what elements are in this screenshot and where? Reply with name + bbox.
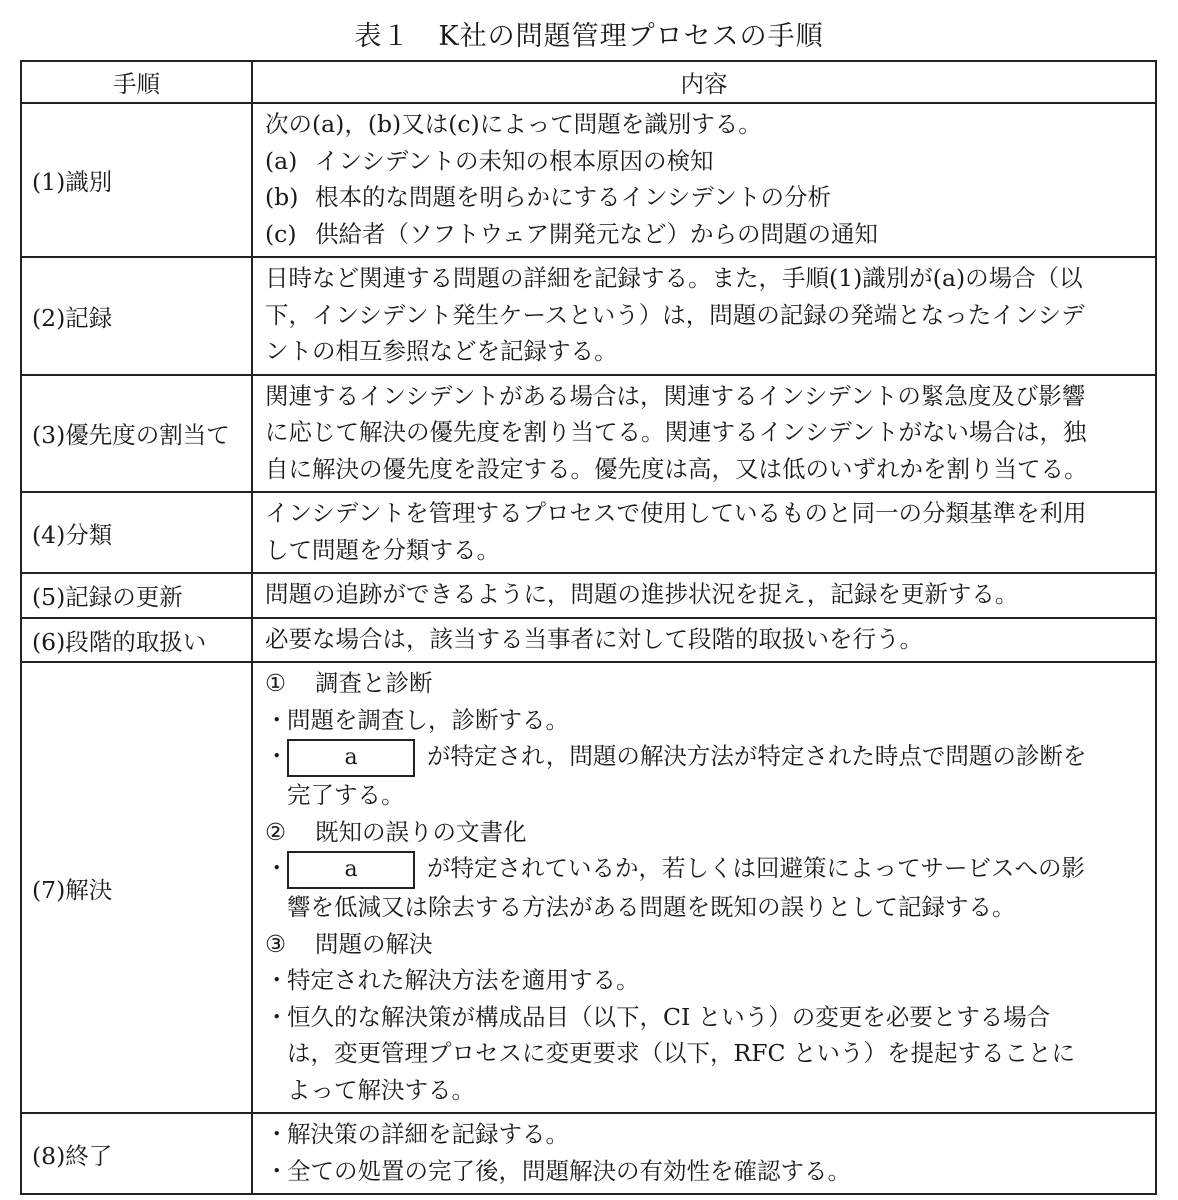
bullet-mark: ・ [265, 742, 289, 770]
section-number: ② [265, 817, 287, 846]
bullet-mark: ・ [265, 1156, 289, 1185]
content-line: 必要な場合は，該当する当事者に対して段階的取扱いを行う。 [265, 624, 923, 653]
answer-blank-box: a [287, 739, 415, 777]
section-heading [265, 665, 1147, 702]
item-marker: (c) [265, 219, 297, 248]
section-heading [265, 814, 1147, 851]
bullet-continuation: 完了する。 [287, 781, 405, 809]
item-text: 根本的な問題を明らかにするインシデントの分析 [315, 183, 831, 211]
bullet-continuation: よって解決する。 [287, 1075, 475, 1104]
table-row [21, 618, 1156, 663]
content-cell [252, 662, 1156, 1113]
list-item [265, 179, 1147, 216]
table-row [21, 573, 1156, 618]
table-row [21, 257, 1156, 375]
bullet-item [265, 999, 1147, 1036]
step-cell: (4)分類 [21, 492, 252, 573]
item-text: 供給者（ソフトウェア開発元など）からの問題の通知 [315, 219, 879, 248]
content-line: 日時など関連する問題の詳細を記録する。また，手順(1)識別が(a)の場合（以 [265, 264, 1083, 292]
table-caption: 表１ K社の問題管理プロセスの手順 [354, 21, 824, 52]
bullet-item [265, 1116, 1147, 1153]
item-marker: (b) [265, 183, 299, 211]
answer-blank-box: a [287, 851, 415, 889]
bullet-text: が特定されているか，若しくは回避策によってサービスへの影 [427, 854, 1085, 882]
procedure-table [20, 60, 1157, 1195]
bullet-mark: ・ [265, 1002, 289, 1031]
header-step: 手順 [21, 61, 252, 103]
bullet-item [265, 962, 1147, 999]
bullet-text: が特定され，問題の解決方法が特定された時点で問題の診断を [427, 742, 1087, 770]
bullet-item [265, 738, 1147, 777]
table-row [21, 103, 1156, 257]
header-content: 内容 [252, 61, 1156, 103]
section-title: 問題の解決 [315, 929, 433, 958]
content-line: 下，インシデント発生ケースという）は，問題の記録の発端となったインシデ [265, 300, 1085, 329]
bullet-text: 恒久的な解決策が構成品目（以下，CI という）の変更を必要とする場合 [287, 1002, 1051, 1031]
item-marker: (a) [265, 146, 298, 175]
content-cell [252, 257, 1156, 375]
header-row [21, 61, 1156, 103]
bullet-continuation: 響を低減又は除去する方法がある問題を既知の誤りとして記録する。 [287, 893, 1016, 921]
bullet-text: 問題を調査し，診断する。 [287, 705, 569, 734]
table-row [21, 662, 1156, 1113]
content-line: して問題を分類する。 [265, 535, 500, 564]
section-heading [265, 926, 1147, 963]
bullet-mark: ・ [265, 966, 289, 994]
content-cell [252, 375, 1156, 493]
step-cell: (3)優先度の割当て [21, 375, 252, 493]
bullet-item [265, 1153, 1147, 1190]
content-cell [252, 103, 1156, 257]
bullet-continuation: は，変更管理プロセスに変更要求（以下，RFC という）を提起することに [287, 1039, 1075, 1067]
bullet-item [265, 850, 1147, 889]
section-title: 既知の誤りの文書化 [315, 817, 527, 846]
content-line: ントの相互参照などを記録する。 [265, 337, 618, 365]
bullet-mark: ・ [265, 705, 289, 734]
section-number: ③ [265, 929, 287, 958]
table-row [21, 492, 1156, 573]
content-cell [252, 573, 1156, 618]
step-cell: (1)識別 [21, 103, 252, 257]
content-cell [252, 1113, 1156, 1194]
content-line: 自に解決の優先度を設定する。優先度は高，又は低のいずれかを割り当てる。 [265, 454, 1088, 483]
content-line: 問題の追跡ができるように，問題の進捗状況を捉え，記録を更新する。 [265, 580, 1019, 608]
step-cell: (2)記録 [21, 257, 252, 375]
content-line: 関連するインシデントがある場合は，関連するインシデントの緊急度及び影響 [265, 381, 1086, 410]
section-number: ① [265, 669, 287, 697]
step-cell: (5)記録の更新 [21, 573, 252, 618]
table-row [21, 1113, 1156, 1194]
bullet-item [265, 702, 1147, 739]
list-item [265, 143, 1147, 180]
content-line: 次の(a)，(b)又は(c)によって問題を識別する。 [265, 110, 762, 138]
content-line: インシデントを管理するプロセスで使用しているものと同一の分類基準を利用 [265, 499, 1087, 527]
section-title: 調査と診断 [315, 669, 433, 697]
step-cell: (6)段階的取扱い [21, 618, 252, 663]
bullet-mark: ・ [265, 1120, 289, 1148]
step-cell: (8)終了 [21, 1113, 252, 1194]
table-row [21, 375, 1156, 493]
content-cell [252, 618, 1156, 663]
list-item [265, 216, 1147, 253]
bullet-mark: ・ [265, 854, 289, 882]
content-cell [252, 492, 1156, 573]
step-cell: (7)解決 [21, 662, 252, 1113]
bullet-text: 解決策の詳細を記録する。 [287, 1120, 569, 1148]
content-line: に応じて解決の優先度を割り当てる。関連するインシデントがない場合は，独 [265, 418, 1087, 446]
item-text: インシデントの未知の根本原因の検知 [315, 146, 714, 175]
bullet-text: 特定された解決方法を適用する。 [287, 966, 640, 994]
bullet-text: 全ての処置の完了後，問題解決の有効性を確認する。 [287, 1156, 851, 1185]
